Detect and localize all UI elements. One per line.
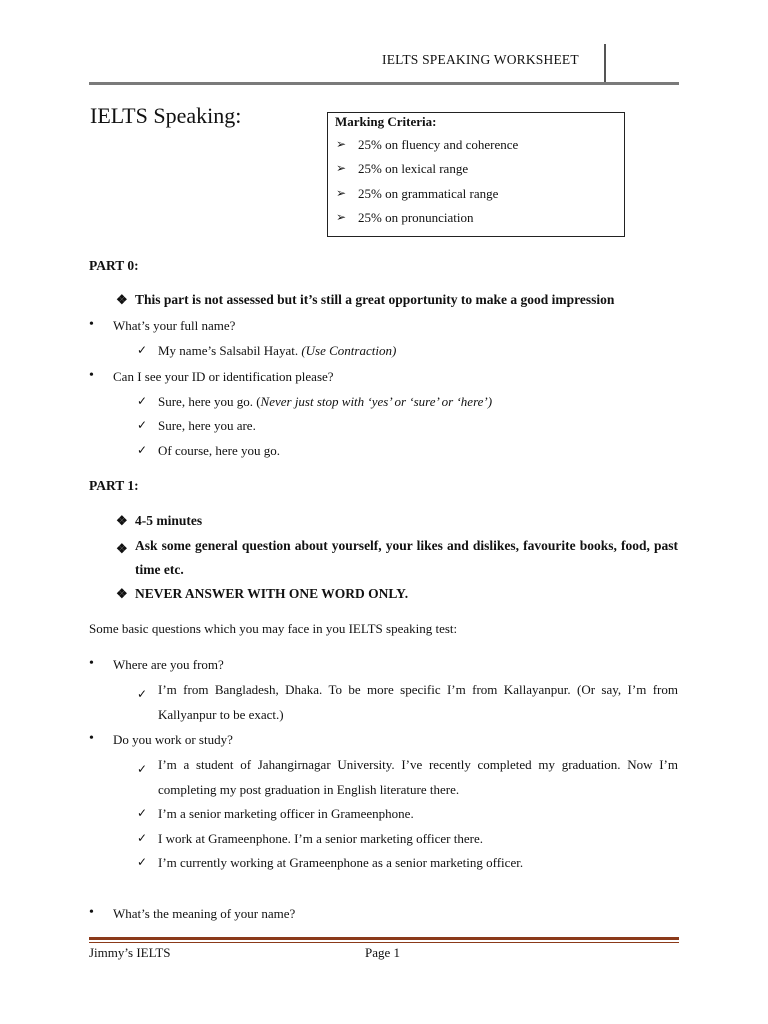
checkmark-icon: ✓	[137, 418, 148, 432]
bullet-icon: •	[89, 317, 94, 332]
diamond-bullet-icon: ❖	[116, 513, 128, 528]
arrow-bullet-icon: ➢	[336, 137, 347, 151]
arrow-bullet-icon: ➢	[336, 186, 347, 200]
document-title: IELTS Speaking:	[90, 103, 242, 128]
diamond-bullet-icon: ❖	[116, 586, 128, 601]
bullet-icon: •	[89, 731, 94, 746]
criteria-item	[336, 186, 499, 202]
header-title: IELTS SPEAKING WORKSHEET	[382, 52, 579, 67]
bullet-icon: •	[89, 905, 94, 920]
answer-item: ✓ I’m from Bangladesh, Dhaka. To be more specific I’m from Kallayanpur. (Or say, I’m from Kallyanpur to be exact.)	[137, 682, 678, 722]
part1-intro: Some basic questions which you may face in you IELTS speaking test:	[89, 621, 458, 636]
footer-left-text: Jimmy’s IELTS	[89, 945, 171, 960]
criteria-item-text: 25% on lexical range	[358, 161, 469, 176]
checkmark-icon: ✓	[137, 855, 148, 869]
marking-criteria-title: Marking Criteria:	[335, 114, 437, 129]
footer-rule-thin	[89, 942, 679, 943]
header-vertical-divider	[604, 44, 606, 84]
criteria-item	[336, 161, 469, 177]
footer-rule	[89, 937, 679, 940]
checkmark-icon: ✓	[137, 394, 148, 408]
criteria-item	[336, 137, 519, 153]
diamond-bullet-icon: ❖	[116, 292, 128, 307]
bullet-icon: •	[89, 656, 94, 671]
header-rule	[89, 82, 679, 85]
diamond-bullet-icon: ❖	[116, 541, 128, 556]
page-number: Page 1	[365, 945, 401, 960]
arrow-bullet-icon: ➢	[336, 210, 347, 224]
checkmark-icon: ✓	[137, 687, 148, 701]
answer-item: ✓ I’m a student of Jahangirnagar University. I’ve recently completed my graduation. Now I’m completing my post graduation in English literature there.	[137, 757, 678, 797]
criteria-item-text: 25% on fluency and coherence	[358, 137, 519, 152]
checkmark-icon: ✓	[137, 762, 148, 776]
criteria-item-text: 25% on grammatical range	[358, 186, 499, 201]
criteria-item	[336, 210, 474, 226]
part1-note: ❖ Ask some general question about yourself, your likes and dislikes, favourite books, food, past time etc.	[116, 538, 678, 577]
part0-heading: PART 0:	[89, 258, 139, 273]
checkmark-icon: ✓	[137, 831, 148, 845]
checkmark-icon: ✓	[137, 806, 148, 820]
bullet-icon: •	[89, 368, 94, 383]
marking-criteria-box	[327, 112, 625, 237]
criteria-item-text: 25% on pronunciation	[358, 210, 474, 225]
checkmark-icon: ✓	[137, 443, 148, 457]
arrow-bullet-icon: ➢	[336, 161, 347, 175]
part1-heading: PART 1:	[89, 478, 139, 493]
checkmark-icon: ✓	[137, 343, 148, 357]
